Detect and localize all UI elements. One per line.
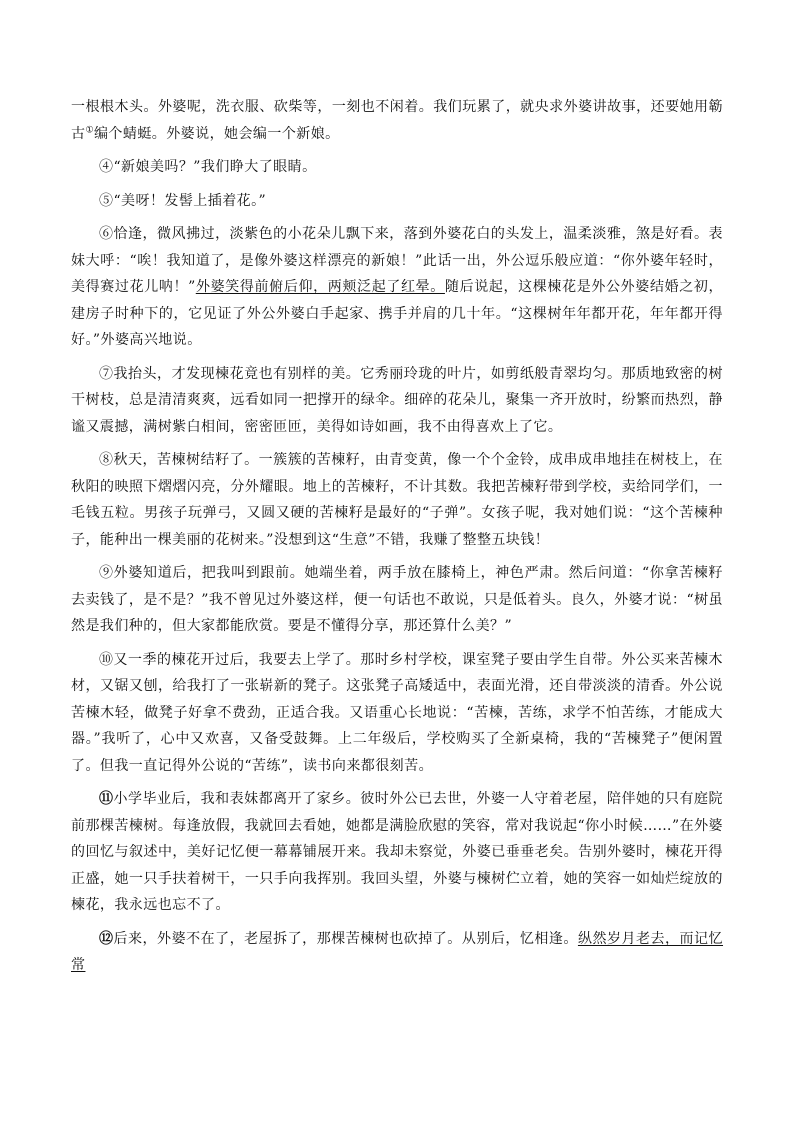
paragraph-text: 一根根木头。外婆呢，洗衣服、砍柴等，一刻也不闲着。我们玩累了，就央求外婆讲故事，还要她用簕古: [71, 99, 723, 142]
paragraph-text: ④“新娘美吗？”我们睁大了眼睛。: [99, 159, 317, 175]
paragraph: [71, 188, 723, 215]
underlined-text: 纵然岁月老去，而记忆常: [71, 930, 724, 973]
paragraph: [71, 926, 723, 979]
underlined-text: 外婆笑得前俯后仰，两颊泛起了红晕。: [195, 279, 445, 295]
paragraph-number: ⑫: [99, 930, 114, 947]
paragraph-text: 随后说起，这棵楝花是外公外婆结婚之初，建房子时种下的，它见证了外公外婆白手起家、携手并肩的几十年。“这棵树年年都开花，年年都开得好。”外婆高兴地说。: [71, 279, 723, 348]
paragraph-text: ⑩又一季的楝花开过后，我要去上学了。那时乡村学校，课室凳子要由学生自带。外公买来苦楝木材，又锯又刨，给我打了一张崭新的凳子。这张凳子高矮适中，表面光滑，还自带淡淡的清香。外公说苦楝木轻，做凳子好拿不费劲，正适合我。又语重心长地说：“苦楝，苦练，求学不怕苦练，才能成大器。”我听了，心中又欢喜，又备受鼓舞。上二年级后，学校购买了全新桌椅，我的“苦楝凳子”便闲置了。但我一直记得外公说的“苦练”，读书向来都很刻苦。: [71, 651, 723, 774]
paragraph-text: 小学毕业后，我和表妹都离开了家乡。彼时外公已去世，外婆一人守着老屋，陪伴她的只有庭院前那棵苦楝树。每逢放假，我就回去看她，她都是满脸欣慰的笑容，常对我说起“你小时候……”在外婆的回忆与叙述中，美好记忆便一幕幕铺展开来。我却未察觉，外婆已垂垂老矣。告别外婆时，楝花开得正盛，她一只手扶着树干，一只手向我挥别。我回头望，外婆与楝树伫立着，她的笑容一如灿烂绽放的楝花，我永远也忘不了。: [71, 791, 723, 913]
paragraph: [71, 786, 723, 919]
paragraph-text: ⑤“美呀！发髻上插着花。”: [99, 192, 267, 209]
paragraph-text: 编个蜻蜓。外婆说，她会编一个新娘。: [93, 125, 340, 142]
paragraph-text: ⑧秋天，苦楝树结籽了。一簇簇的苦楝籽，由青变黄，像一个个金铃，成串成串地挂在树枝上，在秋阳的映照下熠熠闪亮，分外耀眼。地上的苦楝籽，不计其数。我把苦楝籽带到学校，卖给同学们，一毛钱五粒。男孩子玩弹弓，又圆又硬的苦楝籽是最好的“子弹”。女孩子呢，我对她们说：“这个苦楝种子，能种出一棵美丽的花树来。”没想到这“生意”不错，我赚了整整五块钱！: [71, 452, 723, 548]
paragraph: [71, 361, 723, 441]
paragraph-text: ⑥恰逢，微风拂过，淡紫色的小花朵儿飘下来，落到外婆花白的头发上，温柔淡雅，煞是好看。表妹大呼：“唉！我知道了，是像外婆这样漂亮的新娘！”此话一出，外公逗乐般应道：“你外婆年轻时，美得赛过花儿呐！”: [71, 226, 723, 295]
paragraph-text: 后来，外婆不在了，老屋拆了，那棵苦楝树也砍掉了。从别后，忆相逢。: [113, 930, 578, 947]
paragraph: [71, 647, 723, 780]
paragraph: [71, 447, 723, 553]
paragraph: [71, 221, 723, 354]
paragraph: [71, 154, 723, 181]
paragraph: [71, 560, 723, 640]
footnote-marker: ①: [85, 124, 94, 135]
paragraph-number: ⑪: [99, 791, 114, 807]
paragraph-text: ⑨外婆知道后，把我叫到跟前。她端坐着，两手放在膝椅上，神色严肃。然后问道：“你拿苦楝籽去卖钱了，是不是？”我不曾见过外婆这样，便一句话也不敢说，只是低着头。良久，外婆才说：“树虽然是我们种的，但大家都能欣赏。要是不懂得分享，那还算什么美？”: [71, 565, 723, 634]
paragraph: [71, 94, 723, 147]
document-body: [71, 94, 723, 986]
paragraph-text: ⑦我抬头，才发现楝花竟也有别样的美。它秀丽玲珑的叶片，如剪纸般青翠均匀。那质地致密的树干树枝，总是清清爽爽，远看如同一把撑开的绿伞。细碎的花朵儿，聚集一齐开放时，纷繁而热烈，静谧又震撼，满树紫白相间，密密匝匝，美得如诗如画，我不由得喜欢上了它。: [71, 365, 723, 435]
